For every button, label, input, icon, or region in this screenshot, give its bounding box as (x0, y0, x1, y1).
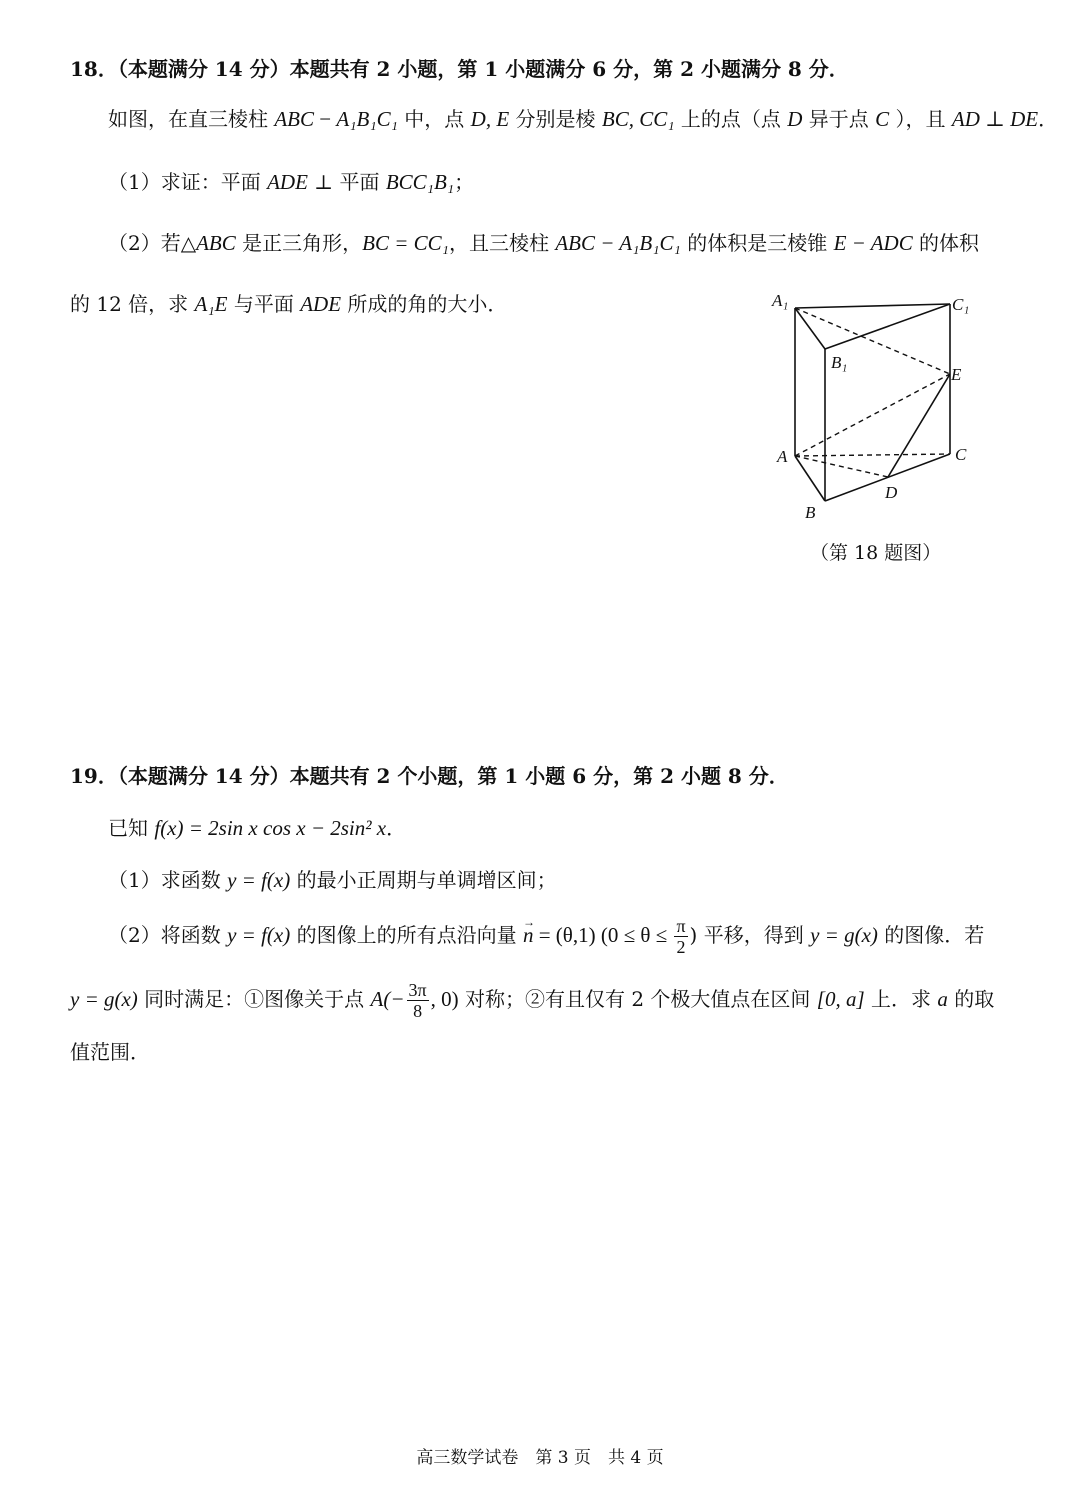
q18-intro: 如图，在直三棱柱 ABC − A₁B₁C₁ 中，点 D, E 分别是棱 BC, CC₁ 上的点（点 D 异于点 C ），且 AD ⊥ DE． (108, 107, 1059, 131)
label-c1: C₁ (952, 295, 970, 314)
q19-part2-line2: y = g(x) 同时满足：①图像关于点 A(− $\frac{3\pi}{8}$ , 0) 对称；②有且仅有 2 个极大值点在区间 [0, a] 上．求 a 的取 (70, 980, 995, 1021)
q18-header: 18．（本题满分 14 分）本题共有 2 小题，第 1 小题满分 6 分，第 2 小题满分 8 分． (70, 57, 849, 81)
label-a: A (777, 447, 788, 466)
label-a1: A₁ (772, 291, 789, 310)
label-e: E (951, 365, 962, 384)
prism-figure (760, 286, 990, 531)
q19-part1: （1）求函数 y = f(x) 的最小正周期与单调增区间； (108, 868, 557, 892)
q19-header: 19．（本题满分 14 分）本题共有 2 个小题，第 1 小题 6 分，第 2 小题 8 分． (70, 764, 789, 788)
label-d: D (885, 483, 898, 502)
q19-part2-line3: 值范围． (70, 1040, 150, 1064)
dashed-ae (795, 374, 950, 456)
label-b: B (805, 503, 816, 522)
q18-part1: （1）求证：平面 ADE ⊥ 平面 BCC₁B₁； (108, 170, 475, 194)
label-b1: B₁ (831, 353, 848, 372)
edge-b1c1 (825, 304, 950, 349)
edge-ab (795, 456, 825, 501)
q18-part2-line1: （2）若△ABC 是正三角形，BC = CC₁，且三棱柱 ABC − A₁B₁C₁ 的体积是三棱锥 E − ADC 的体积 (108, 231, 980, 255)
label-c: C (955, 445, 967, 464)
q19-part2-line1: （2）将函数 y = f(x) 的图像上的所有点沿向量 → n = (θ,1) (0 ≤ θ ≤ $\frac{\pi}{2}$ ) 平移，得到 y = g(x) 的图像．若 (108, 916, 984, 957)
q19-given: 已知 f(x) = 2sin x cos x − 2sin² x． (108, 816, 407, 840)
edge-a1b1 (795, 308, 825, 349)
edge-de (888, 374, 950, 477)
q18-part2-line2: 的 12 倍，求 A₁E 与平面 ADE 所成的角的大小． (70, 292, 508, 316)
dashed-ac (795, 454, 950, 456)
dashed-ad (795, 456, 888, 477)
page-footer: 高三数学试卷 第 3 页 共 4 页 (416, 1448, 664, 1468)
edge-a1c1 (795, 304, 950, 308)
figure-caption: （第 18 题图） (810, 542, 942, 564)
